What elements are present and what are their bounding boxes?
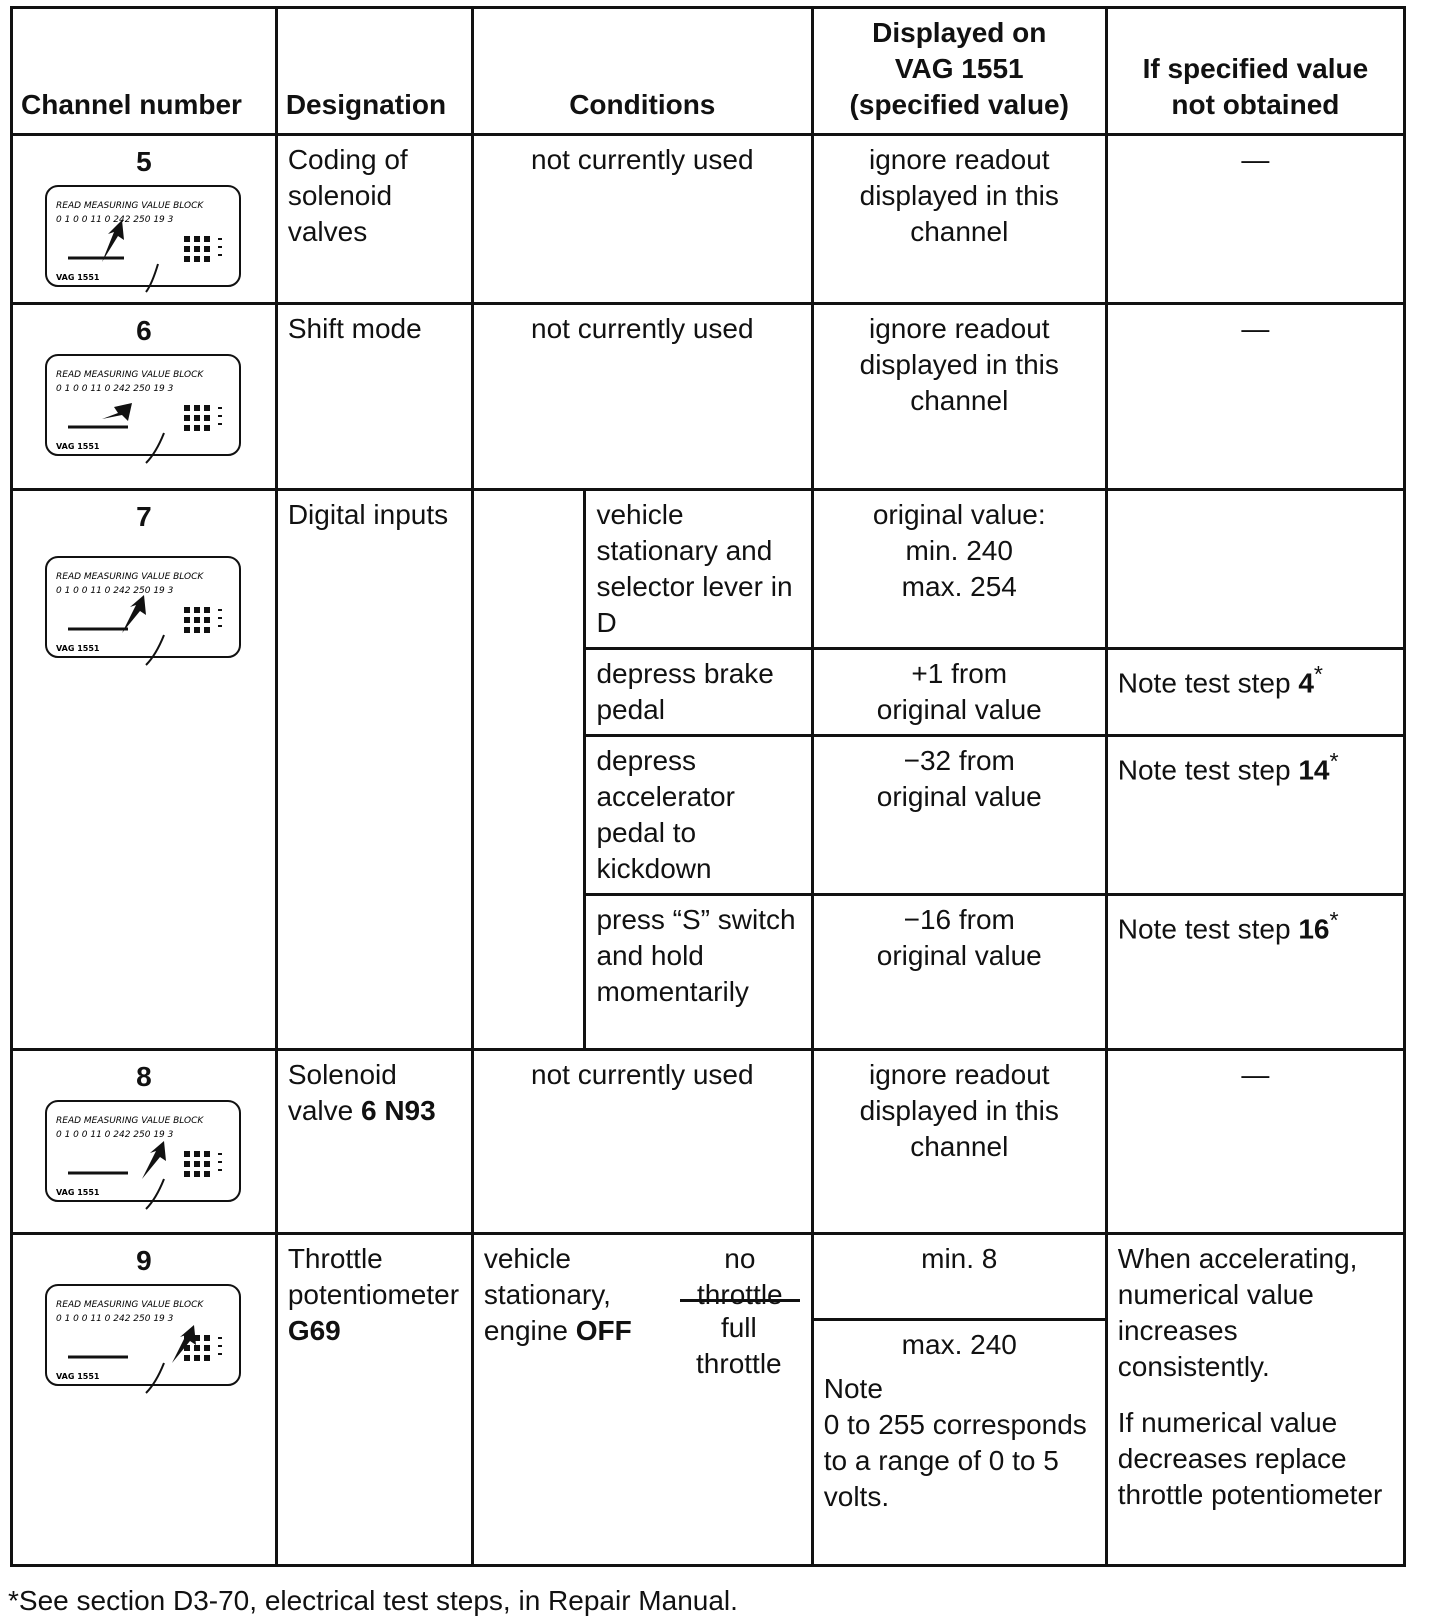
channel-cell [12,1234,277,1566]
conditions-cell: not currently used [472,135,812,304]
displayed-cell [812,736,1106,895]
not-obtained-para-2: If numerical value decreases replace throttle potentiometer [1117,1407,1383,1510]
displayed-cell [812,895,1106,1050]
header-conditions: Conditions [472,8,812,135]
header-designation: Designation [276,8,472,135]
dash: — [1241,144,1270,175]
header-not-obtained [1106,8,1404,135]
channel-cell [12,1050,277,1234]
note-step: 16 [1298,913,1330,945]
vag-line1: READ MEASURING VALUE BLOCK [55,201,204,211]
note-star: * [1329,907,1339,933]
vag-line2: 0 1 0 0 11 0 242 250 19 3 [55,1314,174,1324]
displayed-cell [812,490,1106,649]
conditions-spacer [472,490,585,1050]
vag1551-display-icon [44,184,244,296]
conditions-text: vehicle stationary, engine [483,1243,611,1346]
designation-cell [276,1050,472,1234]
channel-cell [12,135,277,304]
channel-number: 9 [136,1245,152,1276]
table-row-channel-6 [12,304,1405,490]
not-obtained-para-1: When accelerating, numerical value increases consistently. [1117,1243,1358,1382]
conditions-cell: press “S” switch and hold momentarily [585,895,812,1050]
channel-number: 7 [136,501,152,532]
displayed-line: −16 from [903,904,1015,935]
vag1551-display-icon [44,1283,244,1395]
displayed-line: min. 240 [905,535,1013,566]
vag-label: VAG 1551 [55,644,100,653]
designation-cell [276,1234,472,1566]
displayed-line: original value [876,781,1042,812]
not-obtained-cell [1106,649,1404,736]
note-star: * [1313,661,1323,687]
vag1551-display-icon [44,555,244,667]
displayed-line: original value [876,694,1042,725]
designation-bold: 6 N93 [360,1095,436,1126]
vag-label: VAG 1551 [55,1188,100,1197]
vag-line2: 0 1 0 0 11 0 242 250 19 3 [55,384,174,394]
table-row-channel-8 [12,1050,1405,1234]
note-star: * [1329,748,1339,774]
header-displayed [812,8,1106,135]
channel-cell [12,490,277,1050]
vag-line2: 0 1 0 0 11 0 242 250 19 3 [55,586,174,596]
vag1551-display-icon [44,1099,244,1211]
vag1551-display-icon [44,353,244,465]
vag-line1: READ MEASURING VALUE BLOCK [55,370,204,380]
displayed-cell: min. 8 [812,1234,1106,1320]
not-obtained-cell [1106,1234,1404,1566]
conditions-full-throttle: full throttle [696,1312,782,1379]
vag-label: VAG 1551 [55,273,100,282]
vag-line2: 0 1 0 0 11 0 242 250 19 3 [55,215,174,225]
conditions-cell: not currently used [472,1050,812,1234]
vag-label: VAG 1551 [55,442,100,451]
designation-cell: Digital inputs [276,490,472,1050]
table-row-channel-5 [12,135,1405,304]
displayed-cell: ignore readout displayed in this channel [812,1050,1106,1234]
footnote: *See section D3-70, electrical test steps, in Repair Manual. [8,1585,738,1616]
note-step: 14 [1298,754,1330,786]
displayed-line: max. 254 [901,571,1017,602]
dash: — [1241,313,1270,344]
designation-cell: Coding of solenoid valves [276,135,472,304]
channel-number: 8 [136,1061,152,1092]
channel-number: 5 [136,146,152,177]
vag-line1: READ MEASURING VALUE BLOCK [55,572,204,582]
designation-cell: Shift mode [276,304,472,490]
vag-line1: READ MEASURING VALUE BLOCK [55,1300,204,1310]
conditions-cell: not currently used [472,304,812,490]
displayed-line: +1 from [911,658,1008,689]
displayed-cell: ignore readout displayed in this channel [812,304,1106,490]
channel-cell [12,304,277,490]
vag-line2: 0 1 0 0 11 0 242 250 19 3 [55,1130,174,1140]
conditions-cell [472,1234,812,1566]
not-obtained-cell [1106,490,1404,649]
displayed-line: −32 from [903,745,1015,776]
header-displayed-l2: VAG 1551 [894,53,1024,84]
displayed-note-body: 0 to 255 corresponds to a range of 0 to 5 volts. [823,1409,1087,1512]
dash: — [1241,1059,1270,1090]
vag-line1: READ MEASURING VALUE BLOCK [55,1116,204,1126]
conditions-bold: OFF [575,1315,632,1346]
note-text: Note test step [1117,667,1299,699]
table-row-channel-9a [12,1234,1405,1320]
displayed-cell: ignore readout displayed in this channel [812,135,1106,304]
displayed-cell [812,649,1106,736]
conditions-no-throttle: no throttle [680,1241,800,1302]
not-obtained-cell [1106,736,1404,895]
header-not-obtained-l1: If specified value [1142,53,1369,84]
header-displayed-l3: (specified value) [849,89,1069,120]
conditions-cell: vehicle stationary and selector lever in D [585,490,812,649]
channel-table [10,6,1406,1567]
note-text: Note test step [1117,913,1299,945]
displayed-cell [812,1320,1106,1566]
displayed-note-title: Note [823,1373,883,1404]
header-row [12,8,1405,135]
displayed-line: original value: [872,499,1046,530]
channel-number: 6 [136,315,152,346]
header-displayed-l1: Displayed on [872,17,1047,48]
conditions-cell: depress accelerator pedal to kickdown [585,736,812,895]
displayed-max: max. 240 [901,1329,1017,1360]
not-obtained-cell [1106,304,1404,490]
designation-text: Solenoid valve [287,1059,397,1126]
not-obtained-cell [1106,1050,1404,1234]
designation-bold: G69 [287,1315,341,1346]
note-text: Note test step [1117,754,1299,786]
displayed-line: original value [876,940,1042,971]
vag-label: VAG 1551 [55,1372,100,1381]
designation-text: Throttle potentiometer [287,1243,460,1310]
conditions-throttle [680,1241,798,1382]
conditions-main [484,1241,680,1382]
header-not-obtained-l2: not obtained [1171,89,1340,120]
table-row-channel-7a [12,490,1405,649]
not-obtained-cell [1106,135,1404,304]
not-obtained-cell [1106,895,1404,1050]
note-step: 4 [1298,667,1314,699]
conditions-cell: depress brake pedal [585,649,812,736]
header-channel: Channel number [12,8,277,135]
